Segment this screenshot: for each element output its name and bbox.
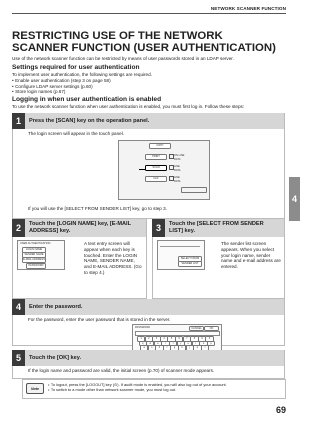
step-2-title: Touch the [LOGIN NAME] key, [E-MAIL ADDRESS] key. [29, 221, 131, 234]
scan-key: SCAN [145, 165, 167, 171]
note-icon: Note [26, 383, 44, 394]
running-head: NETWORK SCANNER FUNCTION [210, 6, 286, 11]
sender-list-key: SENDER LIST [178, 261, 202, 267]
keyboard-key: 1 [137, 336, 145, 342]
keyboard-key: 8 [190, 336, 198, 342]
keyboard-key: 6 [175, 336, 183, 342]
keyboard-key: 0 [205, 336, 213, 342]
settings-lead: To implement user authentication, the following settings are required. [12, 72, 152, 77]
step-5-number: 5 [12, 350, 25, 366]
step-1-number: 1 [12, 113, 25, 129]
intro-text: Use of the network scanner function can be restricted by means of user passwords stored in an LDAP server. [12, 56, 234, 61]
keyboard-key: 5 [167, 336, 175, 342]
step-2-screen [17, 240, 65, 270]
keyboard-key: t [169, 341, 177, 347]
keyboard-key: g [170, 345, 178, 351]
step-3-screen [157, 240, 205, 270]
step-1-title: Press the [SCAN] key on the operation panel. [29, 118, 150, 124]
operation-panel-illustration [118, 140, 210, 200]
screen-header: USER AUTHENTICATION [20, 242, 51, 245]
settings-item: • Configure LDAP server settings (p.60) [12, 84, 282, 90]
keyboard-key: u [184, 341, 192, 347]
ok-key: OK [204, 326, 219, 331]
login-name-key: LOGIN NAME [22, 247, 46, 253]
note-item: • To logout, press the [LOGOUT] key (⊙). If audit mode is enabled, you will also log out of your account. [48, 382, 282, 387]
settings-heading: Settings required for user authentication [12, 64, 140, 71]
header-rule [12, 13, 286, 14]
keyboard-key: q [139, 341, 147, 347]
step-3-title: Touch the [SELECT FROM SENDER LIST] key. [169, 221, 264, 234]
keyboard-key: f [163, 345, 171, 351]
panel-label: LINE [174, 176, 180, 179]
keyboard-key: p [207, 341, 215, 347]
step-2-desc: A text entry screen will appear when each key is touched. Enter the LOGIN NAME, SENDER NAME, and E-MAIL ADDRESS. (Go to step 4.) [84, 241, 142, 275]
panel-label: ON LINE [174, 154, 185, 157]
keyboard-key: 2 [145, 336, 153, 342]
sender-name-key: SENDER NAME [22, 252, 46, 258]
step-5-desc: If the login name and password are valid, the initial screen (p.70) of scanner mode appears. [28, 368, 215, 373]
keyboard-key: 3 [152, 336, 160, 342]
settings-item: • Enable user authentication (step 3 on page 58) [12, 78, 282, 84]
step-1-desc: The login screen will appear in the touch panel. [28, 131, 125, 136]
panel-label: DATA [174, 180, 181, 183]
step-3-number: 3 [152, 219, 165, 237]
print-key: PRINT [145, 154, 167, 160]
settings-list [12, 78, 282, 95]
keyboard-key: r [161, 341, 169, 347]
keyboard-key: y [177, 341, 185, 347]
keyboard-key: i [192, 341, 200, 347]
step-2-number: 2 [12, 219, 25, 237]
email-address-key: E-MAIL ADDRESS [23, 258, 45, 261]
keyboard-key: h [178, 345, 186, 351]
step-1-bar [12, 113, 284, 129]
keyboard-header: PASSWORD [135, 326, 150, 329]
step-4-desc: For the password, enter the user password that is stored in the server. [28, 317, 171, 322]
pointer-line [139, 169, 145, 170]
copy-key: COPY [149, 143, 171, 149]
step-4-bar [12, 299, 284, 315]
keyboard-key: s [148, 345, 156, 351]
chapter-tab: 4 [289, 177, 300, 221]
step-3-desc: The sender list screen appears. When you select your login name, sender name and e-mail address are entered. [221, 241, 281, 270]
job-status-key [181, 187, 207, 193]
keyboard-key: o [199, 341, 207, 347]
note-item: • To switch to a mode other than network scanner mode, you must log out. [48, 387, 282, 392]
step-3-bar [152, 219, 284, 237]
settings-item: • Store login names (p.67) [12, 89, 282, 95]
logging-text: To use the network scanner function when user authentication is enabled, you must first log in. Follow these steps: [12, 104, 245, 109]
keyboard-key: l [201, 345, 209, 351]
step-5-title: Touch the [OK] key. [29, 355, 82, 361]
keyboard-key: e [154, 341, 162, 347]
password-key: PASSWORD [26, 263, 46, 269]
panel-label: DATA [174, 169, 181, 172]
logging-heading: Logging in when user authentication is enabled [12, 96, 162, 103]
step-4-number: 4 [12, 299, 25, 315]
keyboard-key: k [193, 345, 201, 351]
note-list [48, 382, 282, 392]
keyboard-key: 4 [160, 336, 168, 342]
select-from-key: SELECT FROM [178, 256, 202, 262]
fax-key: FAX [145, 176, 167, 182]
keyboard-key: w [146, 341, 154, 347]
keyboard-key: d [155, 345, 163, 351]
keyboard-key: 9 [198, 336, 206, 342]
page-number: 69 [275, 405, 286, 415]
screen-header-bar [160, 243, 200, 247]
step-2-bar [12, 219, 146, 237]
step-4-title: Enter the password. [29, 304, 83, 310]
keyboard-key: a [140, 345, 148, 351]
step-1-after: If you will use the [SELECT FROM SENDER LIST] key, go to step 3. [28, 206, 167, 211]
step-5-bar [12, 350, 284, 366]
keyboard-key: j [186, 345, 194, 351]
panel-label: DATA [174, 158, 181, 161]
page-title: RESTRICTING USE OF THE NETWORK SCANNER FUNCTION (USER AUTHENTICATION) [12, 30, 276, 55]
panel-label: LINE [174, 165, 180, 168]
keyboard-key: 7 [183, 336, 191, 342]
cancel-key: CANCEL [189, 326, 204, 331]
